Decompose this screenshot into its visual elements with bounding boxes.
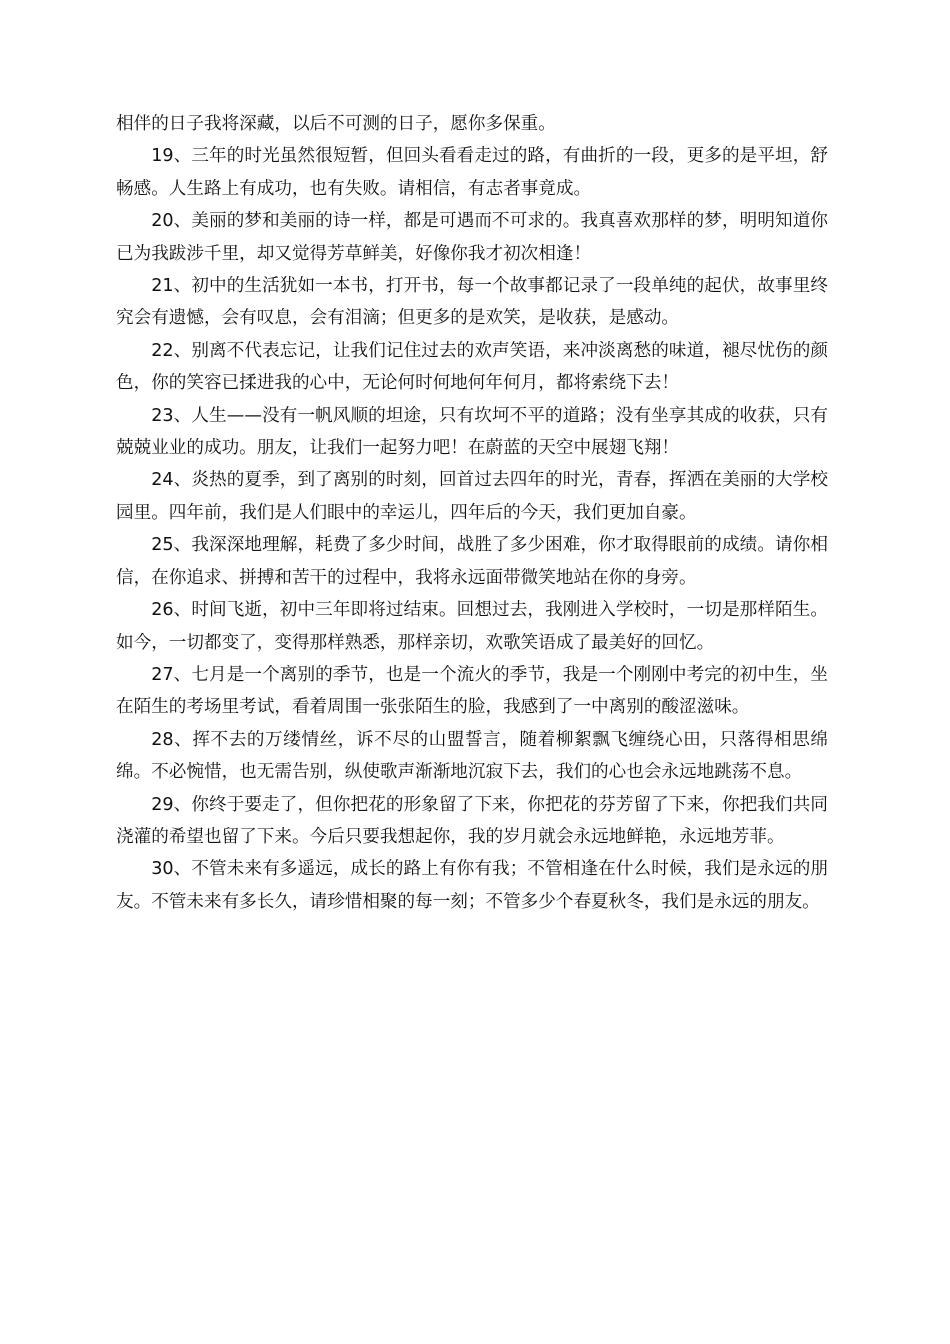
document-page — [116, 108, 828, 918]
paragraph-30: 30、不管未来有多遥远，成长的路上有你有我；不管相逢在什么时候，我们是永远的朋友。不管未来有多长久，请珍惜相聚的每一刻；不管多少个春夏秋冬，我们是永远的朋友。 — [116, 859, 828, 912]
paragraph-29: 29、你终于要走了，但你把花的形象留了下来，你把花的芬芳留了下来，你把我们共同浇灌的希望也留了下来。今后只要我想起你，我的岁月就会永远地鲜艳，永远地芳菲。 — [116, 794, 828, 847]
paragraph-28: 28、挥不去的万缕情丝，诉不尽的山盟誓言，随着柳絮飘飞缠绕心田，只落得相思绵绵。不必惋惜，也无需告别，纵使歌声渐渐地沉寂下去，我们的心也会永远地跳荡不息。 — [116, 729, 828, 783]
paragraph-24: 24、炎热的夏季，到了离别的时刻，回首过去四年的时光，青春，挥洒在美丽的大学校园里。四年前，我们是人们眼中的幸运儿，四年后的今天，我们更加自豪。 — [116, 470, 828, 523]
paragraph-continuation: 相伴的日子我将深藏，以后不可测的日子，愿你多保重。 — [116, 114, 556, 134]
paragraph-25: 25、我深深地理解，耗费了多少时间，战胜了多少困难，你才取得眼前的成绩。请你相信，在你追求、拼搏和苦干的过程中，我将永远面带微笑地站在你的身旁。 — [116, 535, 828, 588]
paragraph-23: 23、人生——没有一帆风顺的坦途，只有坎坷不平的道路；没有坐享其成的收获，只有兢兢业业的成功。朋友，让我们一起努力吧！在蔚蓝的天空中展翅飞翔！ — [116, 405, 828, 459]
paragraph-19: 19、三年的时光虽然很短暂，但回头看看走过的路，有曲折的一段，更多的是平坦，舒畅感。人生路上有成功，也有失败。请相信，有志者事竟成。 — [116, 146, 828, 199]
paragraph-22: 22、别离不代表忘记，让我们记住过去的欢声笑语，来冲淡离愁的味道，褪尽忧伤的颜色，你的笑容已揉进我的心中，无论何时何地何年何月，都将索绕下去！ — [116, 340, 828, 394]
paragraph-20: 20、美丽的梦和美丽的诗一样，都是可遇而不可求的。我真喜欢那样的梦，明明知道你已为我跋涉千里，却又觉得芳草鲜美，好像你我才初次相逢！ — [116, 211, 828, 264]
paragraph-21: 21、初中的生活犹如一本书，打开书，每一个故事都记录了一段单纯的起伏，故事里终究会有遗憾，会有叹息，会有泪滴；但更多的是欢笑，是收获，是感动。 — [116, 276, 828, 329]
paragraph-26: 26、时间飞逝，初中三年即将过结束。回想过去，我刚进入学校时，一切是那样陌生。如今，一切都变了，变得那样熟悉，那样亲切，欢歌笑语成了最美好的回忆。 — [116, 600, 828, 653]
paragraph-27: 27、七月是一个离别的季节，也是一个流火的季节，我是一个刚刚中考完的初中生，坐在陌生的考场里考试，看着周围一张张陌生的脸，我感到了一中离别的酸涩滋味。 — [116, 664, 828, 718]
